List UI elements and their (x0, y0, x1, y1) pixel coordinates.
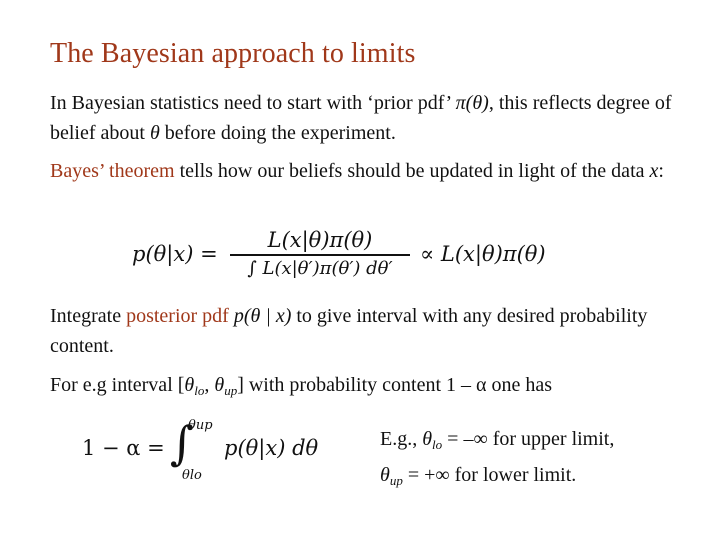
note-theta-lo: θ (422, 428, 433, 450)
limits-note (380, 424, 700, 496)
theta-lo-symbol: θ (184, 374, 195, 396)
bayes-paragraph (50, 156, 690, 186)
bayes-equation (132, 228, 572, 284)
prior-text-end: before doing the experiment. (159, 122, 396, 144)
posterior-pdf-highlight: posterior pdf (126, 305, 229, 327)
interval-paragraph (50, 370, 690, 406)
bayes-proportional: ∝ L(x|θ)π(θ) (420, 242, 546, 266)
posterior-paragraph (50, 301, 690, 361)
posterior-lhs: p(θ|x) = (132, 242, 218, 266)
note-theta-up: θ (380, 464, 390, 486)
bayes-theorem-highlight: Bayes’ theorem (50, 160, 175, 182)
posterior-text-start: Integrate (50, 305, 127, 327)
slide-title: The Bayesian approach to limits (50, 38, 416, 69)
up-subscript: up (224, 383, 238, 398)
data-symbol: x (649, 160, 659, 182)
prior-paragraph (50, 88, 690, 148)
bayes-numerator: L(x|θ)π(θ) (267, 228, 373, 252)
posterior-expr: p(θ | x) (228, 305, 292, 327)
lo-subscript: lo (194, 383, 205, 398)
interval-text-start: For e.g interval [ (50, 374, 185, 396)
integral-lhs: 1 − α = (82, 436, 165, 460)
note-line2-end: = +∞ for lower limit. (402, 464, 577, 486)
note-prefix: E.g., (380, 428, 423, 450)
bayes-denominator: ∫ L(x|θ′)π(θ′) dθ′ (247, 258, 393, 279)
integrand: p(θ|x) dθ (224, 436, 319, 460)
theta-symbol: θ (149, 122, 160, 144)
interval-text-end: ] with probability content 1 – α one has (237, 374, 553, 396)
fraction-bar (230, 254, 410, 256)
integral-upper-limit: θup (188, 418, 213, 433)
prior-text-start: In Bayesian statistics need to start with ‘prior pdf’ (50, 92, 456, 114)
note-line1-end: = –∞ for upper limit, (442, 428, 615, 450)
posterior-text-end: to give interval with any desired probability content. (50, 305, 648, 357)
bayes-text: tells how our beliefs should be updated in light of the data (174, 160, 650, 182)
note-lo-subscript: lo (432, 437, 443, 452)
prior-text-middle: , this reflects degree of belief about (50, 92, 672, 144)
bayes-text-end: : (658, 160, 664, 182)
interval-comma: , (204, 374, 215, 396)
bayes-fraction (230, 228, 410, 279)
note-up-subscript: up (389, 473, 403, 488)
integral-sign: ∫ (170, 416, 194, 470)
theta-up-symbol: θ (214, 374, 225, 396)
prior-symbol: π(θ) (455, 92, 489, 114)
integral-lower-limit: θlo (182, 468, 202, 483)
credible-interval-equation (82, 418, 362, 488)
